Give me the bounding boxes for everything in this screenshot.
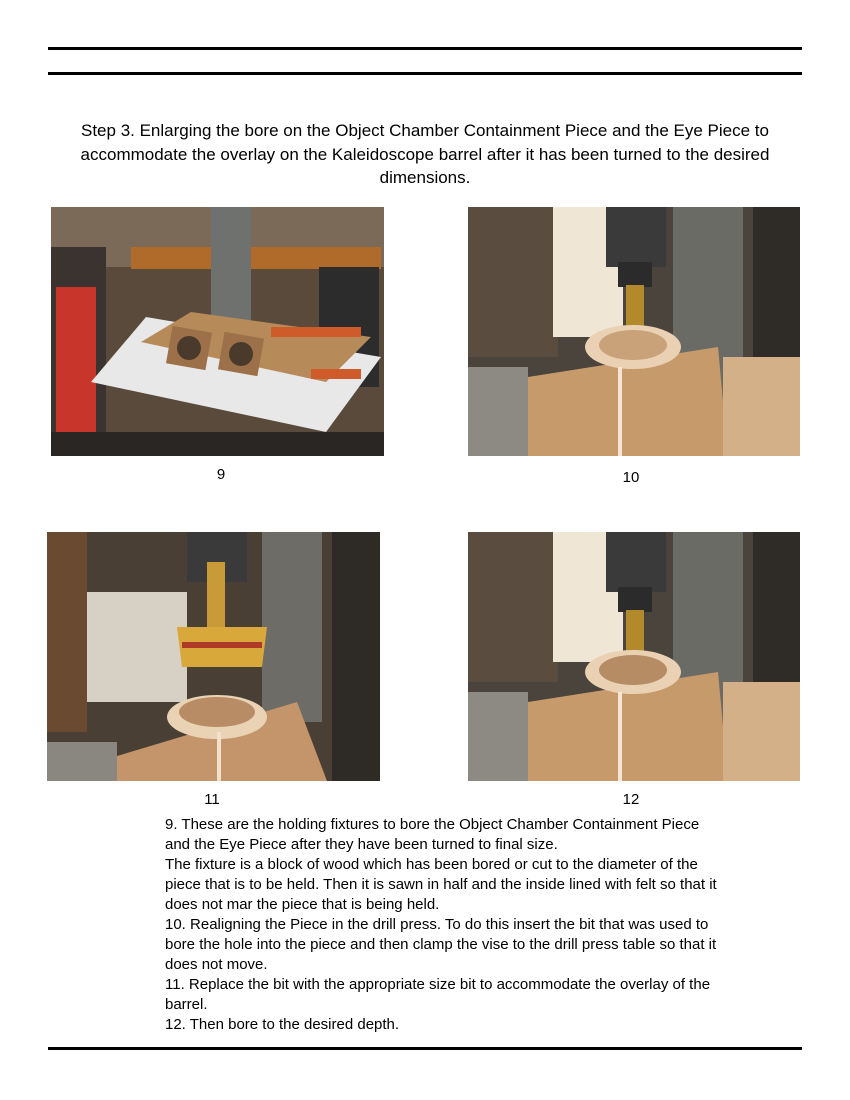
photo-12-caption: 12 <box>622 791 640 808</box>
page-title: Step 3. Enlarging the bore on the Object Chamber Containment Piece and the Eye Piece to accommodate the overlay on the Kaleidoscope barrel after it has been turned to the desired dimensions. <box>80 121 770 187</box>
photo-12-bore-depth <box>468 532 800 781</box>
step-notes <box>165 815 725 1035</box>
note-9: 9. These are the holding fixtures to bore the Object Chamber Containment Piece and the Eye Piece after they have been turned to final size. <box>165 816 700 853</box>
bottom-rule <box>48 1047 802 1050</box>
photo-11-caption: 11 <box>204 791 220 808</box>
note-10: 10. Realigning the Piece in the drill press. To do this insert the bit that was used to bore the hole into the piece and then clamp the vise to the drill press table so that it does not move. <box>165 916 717 973</box>
photo-9-fixtures <box>51 207 384 456</box>
note-12: 12. Then bore to the desired depth. <box>165 1016 400 1033</box>
photo-11-replace-bit <box>47 532 380 781</box>
photo-10-realigning <box>468 207 800 456</box>
note-9-fixture: The fixture is a block of wood which has been bored or cut to the diameter of the piece that is to be held. Then it is sawn in half and the inside lined with felt so that it does not mar the piece that is being held. <box>165 856 717 913</box>
note-11: 11. Replace the bit with the appropriate size bit to accommodate the overlay of the barrel. <box>165 976 711 1013</box>
top-rule-1 <box>48 47 802 50</box>
photo-9-caption: 9 <box>216 466 226 483</box>
top-rule-2 <box>48 72 802 75</box>
photo-10-caption: 10 <box>622 469 640 486</box>
